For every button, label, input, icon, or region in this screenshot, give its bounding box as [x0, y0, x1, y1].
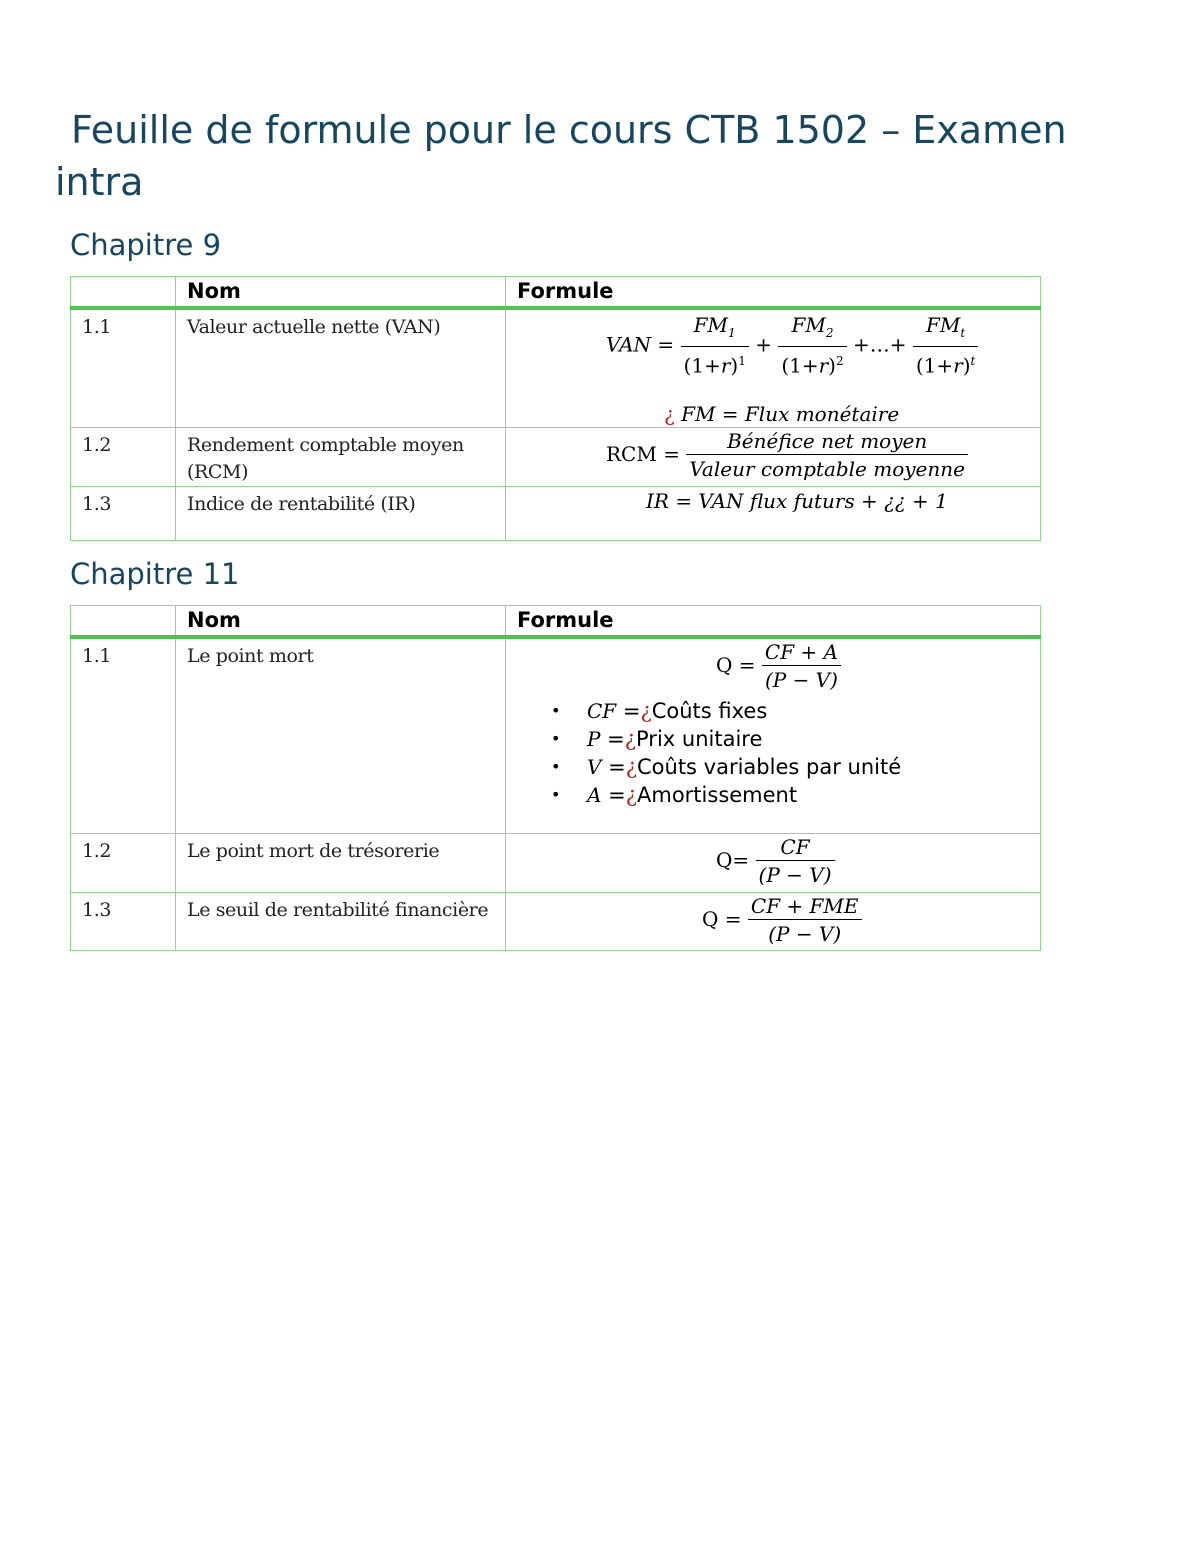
- header-formula: Formule: [506, 606, 1041, 638]
- list-item: • CF =¿Coûts fixes: [551, 697, 901, 725]
- row-name: Le seuil de rentabilité financière: [176, 892, 506, 950]
- row-num: 1.3: [71, 486, 176, 540]
- list-item: • A =¿Amortissement: [551, 781, 901, 809]
- definitions-list: [551, 697, 901, 809]
- row-name: Valeur actuelle nette (VAN): [176, 308, 506, 427]
- table-row: [71, 486, 1041, 540]
- ir-equation: IR = VAN flux futurs + ¿¿ + 1: [646, 488, 948, 513]
- table-row: [71, 637, 1041, 833]
- van-note: ¿ FM = Flux monétaire: [664, 402, 900, 426]
- table-header-row: [71, 606, 1041, 638]
- garbled-glyph: ¿: [664, 402, 675, 426]
- list-item: • V =¿Coûts variables par unité: [551, 753, 901, 781]
- row-num: 1.1: [71, 637, 176, 833]
- table-row: [71, 308, 1041, 427]
- row-name: Indice de rentabilité (IR): [176, 486, 506, 540]
- van-equation: VAN = $\frac{FM_1}{(1+r)^1}$ + $\frac{FM_2}{(1+r)^2}$ +…+ $\frac{FM_t}{(1+r)^t}$: [606, 312, 978, 380]
- header-name: Nom: [176, 606, 506, 638]
- row-name: Le point mort de trésorerie: [176, 833, 506, 892]
- row-name: Rendement comptable moyen (RCM): [176, 427, 506, 486]
- chapter-11-table: [70, 605, 1041, 951]
- formula-ir: [506, 486, 1041, 540]
- header-name: Nom: [176, 277, 506, 309]
- header-num: [71, 606, 176, 638]
- table-row: [71, 892, 1041, 950]
- seuil-equation: Q = $\frac{\text{CF + FME}}{(P - V)}$: [702, 893, 862, 948]
- header-num: [71, 277, 176, 309]
- chapter-9-heading: Chapitre 9: [70, 228, 222, 262]
- list-item: • P =¿Prix unitaire: [551, 725, 901, 753]
- formula-point-mort-tresorerie: [506, 833, 1041, 892]
- row-num: 1.1: [71, 308, 176, 427]
- garbled-glyph: ¿: [625, 755, 637, 779]
- table-row: [71, 427, 1041, 486]
- chapter-9-table: [70, 276, 1041, 541]
- row-name: Le point mort: [176, 637, 506, 833]
- rcm-equation: RCM = $\frac{\text{Bénéfice net moyen}}{\text{Valeur comptable moyenne}}$: [606, 428, 968, 483]
- row-num: 1.2: [71, 427, 176, 486]
- table-row: [71, 833, 1041, 892]
- header-formula: Formule: [506, 277, 1041, 309]
- point-mort-equation: Q = $\frac{CF + A}{(P - V)}$: [716, 639, 841, 694]
- formula-point-mort: [506, 637, 1041, 833]
- page-title: Feuille de formule pour le cours CTB 1502 – Examen intra: [55, 108, 1067, 204]
- chapter-11-heading: Chapitre 11: [70, 557, 240, 591]
- garbled-glyph: ¿: [625, 783, 637, 807]
- formula-rcm: [506, 427, 1041, 486]
- formula-seuil-rentabilite: [506, 892, 1041, 950]
- garbled-glyph: ¿: [624, 727, 637, 751]
- tresorerie-equation: Q= $\frac{CF}{(P - V)}$: [716, 834, 835, 889]
- garbled-glyph: ¿: [640, 699, 652, 723]
- table-header-row: [71, 277, 1041, 309]
- formula-van: [506, 308, 1041, 427]
- row-num: 1.3: [71, 892, 176, 950]
- row-num: 1.2: [71, 833, 176, 892]
